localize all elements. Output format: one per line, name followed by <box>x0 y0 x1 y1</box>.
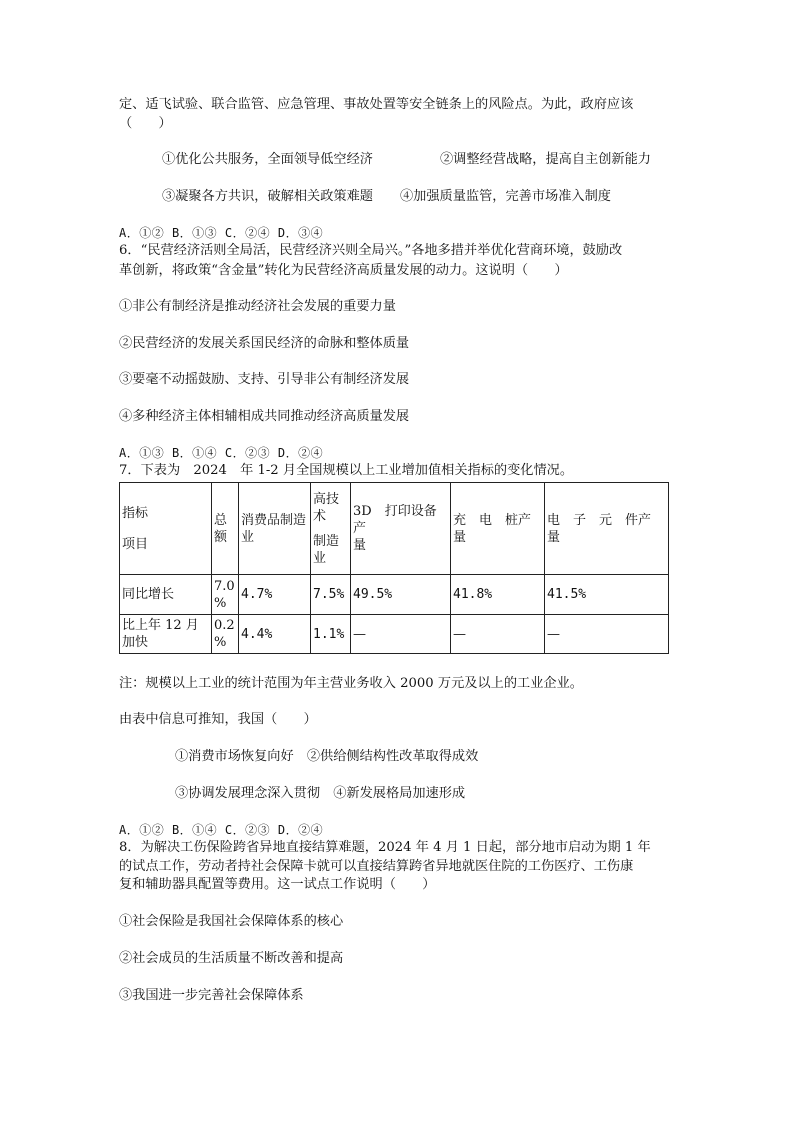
table-row <box>120 575 669 615</box>
header-consumer-goods: 消费品制造 业 <box>239 483 311 575</box>
row1-elec: 41.5% <box>545 575 669 615</box>
row2-hitech: 1.1% <box>311 615 351 654</box>
row1-charge: 41.8% <box>451 575 545 615</box>
row2-charge: — <box>451 615 545 654</box>
q8-option-1: ①社会保险是我国社会保障体系的核心 <box>119 914 344 929</box>
row1-label: 同比增长 <box>120 575 212 615</box>
header-electronic-components: 电 子 元 件产 量 <box>545 483 669 575</box>
q8-stem-line1: 8．为解决工伤保险跨省异地直接结算难题，2024 年 4 月 1 日起，部分地市启动为期 1 年 <box>119 840 651 855</box>
q5-stem-line1: 定、适飞试验、联合监管、应急管理、事故处置等安全链条上的风险点。为此，政府应该 <box>119 97 634 112</box>
q6-stem-line1: 6．“民营经济活则全局活，民营经济兴则全局兴。”各地多措并举优化营商环境，鼓励改 <box>119 243 623 258</box>
row2-consumer: 4.4% <box>239 615 311 654</box>
table-row <box>120 615 669 654</box>
q8-stem-line3: 复和辅助器具配置等费用。这一试点工作说明（ ） <box>119 877 436 892</box>
row1-3d: 49.5% <box>351 575 451 615</box>
q5-option-4: ④加强质量监管，完善市场准入制度 <box>400 189 611 204</box>
q6-stem-line2: 革创新，将政策“含金量”转化为民营经济高质量发展的动力。这说明（ ） <box>119 263 568 278</box>
q5-answer-choices: A．①② B．①③ C．②④ D．③④ <box>119 226 324 240</box>
row1-consumer: 4.7% <box>239 575 311 615</box>
header-indicator-item <box>120 483 212 575</box>
row2-elec: — <box>545 615 669 654</box>
header-indicator: 指标 <box>122 505 149 521</box>
header-hitech: 高技 术 制造 业 <box>311 483 351 575</box>
q6-option-4: ④多种经济主体相辅相成共同推动经济高质量发展 <box>119 409 410 424</box>
row1-hitech: 7.5% <box>311 575 351 615</box>
q7-question: 由表中信息可推知，我国（ ） <box>119 712 317 727</box>
q8-stem-line2: 的试点工作，劳动者持社会保障卡就可以直接结算跨省异地就医住院的工伤医疗、工伤康 <box>119 859 634 874</box>
q7-stem: 7．下表为 2024 年 1-2 月全国规模以上工业增加值相关指标的变化情况。 <box>119 463 574 478</box>
q5-option-3: ③凝聚各方共识，破解相关政策难题 <box>162 189 373 204</box>
header-charging-pile: 充 电 桩产 量 <box>451 483 545 575</box>
q8-option-3: ③我国进一步完善社会保障体系 <box>119 988 304 1003</box>
q6-option-3: ③要毫不动摇鼓励、支持、引导非公有制经济发展 <box>119 372 410 387</box>
table-header-row <box>120 483 669 575</box>
q7-data-table <box>119 482 669 654</box>
row1-total: 7.0 % <box>212 575 239 615</box>
q6-option-1: ①非公有制经济是推动经济社会发展的重要力量 <box>119 299 396 314</box>
q7-note: 注：规模以上工业的统计范围为年主营业务收入 2000 万元及以上的工业企业。 <box>119 676 583 691</box>
q8-option-2: ②社会成员的生活质量不断改善和提高 <box>119 951 344 966</box>
header-item: 项目 <box>122 536 149 552</box>
q6-option-2: ②民营经济的发展关系国民经济的命脉和整体质量 <box>119 336 410 351</box>
header-total: 总 额 <box>212 483 239 575</box>
row2-label: 比上年 12 月 加快 <box>120 615 212 654</box>
q5-option-1: ①优化公共服务，全面领导低空经济 <box>162 152 373 167</box>
q7-answer-choices: A．①② B．①④ C．②③ D．②④ <box>119 823 324 837</box>
q7-options-line2: ③协调发展理念深入贯彻 ④新发展格局加速形成 <box>175 786 466 801</box>
q5-option-2: ②调整经营战略，提高自主创新能力 <box>440 152 651 167</box>
q5-stem-line2: （ ） <box>119 116 172 131</box>
row2-total: 0.2 % <box>212 615 239 654</box>
row2-3d: — <box>351 615 451 654</box>
header-3d-printer: 3D 打印设备产 量 <box>351 483 451 575</box>
q6-answer-choices: A．①③ B．①④ C．②③ D．②④ <box>119 446 324 460</box>
q7-options-line1: ①消费市场恢复向好 ②供给侧结构性改革取得成效 <box>175 749 479 764</box>
